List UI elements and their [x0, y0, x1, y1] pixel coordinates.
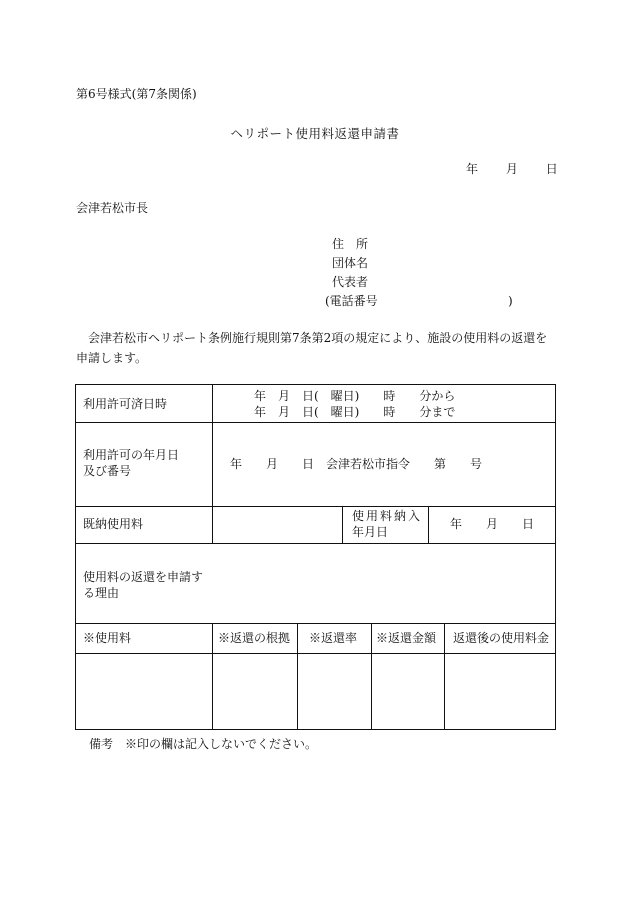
date-year: 年 — [466, 162, 479, 176]
group-name-label: 団体名 — [332, 256, 369, 270]
payment-date-label-1: 使用料納入 — [352, 509, 423, 523]
application-statement: 会津若松市ヘリポート条例施行規則第7条第2項の規定により、施設の使用料の返還を申請します。 — [76, 331, 548, 365]
remarks-note: 備考 ※印の欄は記入しないでください。 — [89, 737, 318, 751]
application-date — [466, 160, 558, 177]
phone-label: (電話番号 — [325, 294, 378, 308]
representative-label: 代表者 — [332, 275, 369, 289]
paid-fee-label: 既納使用料 — [83, 517, 144, 531]
application-table — [75, 384, 556, 730]
applicant-block — [325, 235, 513, 311]
refund-reason-label-2: る理由 — [83, 586, 120, 600]
refund-basis-header: ※返還の根拠 — [218, 631, 291, 645]
fee-header: ※使用料 — [83, 631, 132, 645]
phone-close-paren: ) — [508, 294, 513, 308]
post-refund-fee-header: 返還後の使用料金 — [453, 631, 550, 645]
permit-date-number-label-2: 及び番号 — [83, 464, 132, 478]
refund-reason-label-1: 使用料の返還を申請す — [83, 570, 204, 584]
address-label: 住 所 — [332, 237, 369, 251]
addressee: 会津若松市長 — [76, 201, 149, 215]
refund-amount-header: ※返還金額 — [376, 631, 437, 645]
datetime-from: 年 月 日( 曜日) 時 分から — [254, 389, 456, 403]
date-day: 日 — [545, 162, 558, 176]
payment-date-label-2: 年月日 — [352, 525, 389, 539]
permit-date-number-value: 年 月 日 会津若松市指令 第 号 — [230, 457, 483, 471]
date-month: 月 — [505, 162, 518, 176]
document-title: ヘリポート使用料返還申請書 — [230, 126, 400, 141]
refund-rate-header: ※返還率 — [309, 631, 358, 645]
permit-date-number-label-1: 利用許可の年月日 — [83, 448, 180, 462]
payment-date-value: 年 月 日 — [450, 517, 535, 531]
permitted-datetime-label: 利用許可済日時 — [83, 397, 168, 411]
datetime-to: 年 月 日( 曜日) 時 分まで — [254, 405, 456, 419]
form-number: 第6号様式(第7条関係) — [76, 87, 197, 101]
